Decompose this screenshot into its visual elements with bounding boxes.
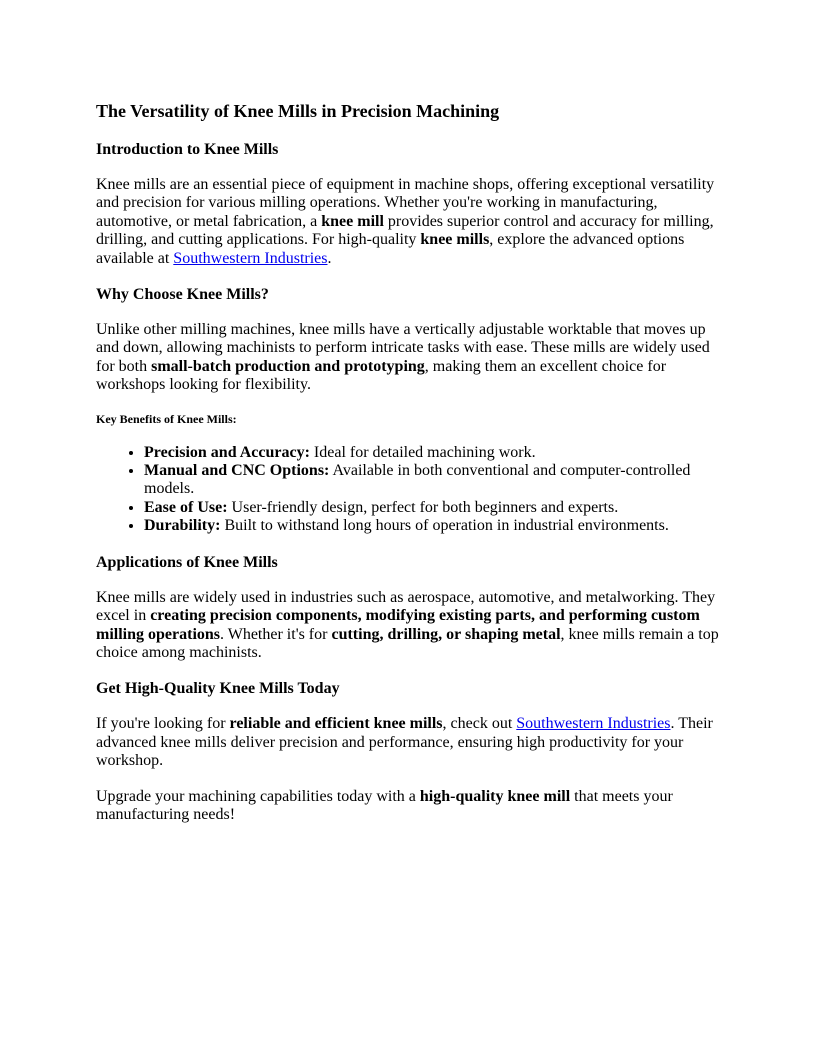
why-choose-paragraph (96, 321, 724, 395)
list-item-label: Manual and CNC Options: (144, 462, 330, 480)
list-item-label: Durability: (144, 517, 221, 535)
text-run: Upgrade your machining capabilities today with a (96, 787, 420, 805)
text-run: , knee mills remain a top choice among machinists. (96, 625, 719, 661)
southwestern-industries-link[interactable]: Southwestern Industries (516, 715, 671, 733)
list-item-text: User-friendly design, perfect for both beginners and experts. (227, 498, 619, 516)
section-heading-get-high-quality: Get High-Quality Knee Mills Today (96, 680, 340, 698)
text-run: , making them an excellent choice for workshops looking for flexibility. (96, 357, 667, 394)
bold-text: high-quality knee mill (419, 787, 571, 805)
text-run: that meets your manufacturing needs! (96, 787, 673, 823)
text-run: If you're looking for (96, 715, 230, 733)
bold-text: knee mill (321, 212, 384, 230)
list-item (144, 444, 724, 462)
section-heading-introduction: Introduction to Knee Mills (96, 141, 279, 158)
text-run: Knee mills are an essential piece of equipment in machine shops, offering exceptional versatility and precision for various milling operations. Whether you're working in manufacturing, automotive, or metal fabrication, a (96, 176, 715, 230)
text-run: Unlike other milling machines, knee mills have a vertically adjustable worktable that moves up and down, allowing machinists to perform intricate tasks with ease. These mills are widely used for both (96, 321, 710, 375)
text-run: Knee mills are widely used in industries such as aerospace, automotive, and metalworking. They excel in (96, 588, 716, 625)
list-item (144, 462, 724, 499)
section-heading-applications: Applications of Knee Mills (96, 553, 278, 571)
introduction-paragraph (96, 176, 724, 268)
text-run: . Their advanced knee mills deliver precision and performance, ensuring high productivity for your workshop. (96, 715, 713, 770)
list-item-text: Built to withstand long hours of operation in industrial environments. (220, 517, 669, 535)
upgrade-paragraph (96, 788, 724, 825)
bold-text: creating precision components, modifying existing parts, and performing custom milling operations (96, 607, 700, 643)
text-run: , check out (442, 715, 517, 733)
text-run: . Whether it's for (220, 625, 332, 643)
bold-text: small-batch production and prototyping (151, 357, 425, 375)
bold-text: reliable and efficient knee mills (229, 715, 443, 733)
section-heading-why-choose: Why Choose Knee Mills? (96, 286, 269, 304)
list-item-label: Ease of Use: (144, 498, 228, 516)
southwestern-industries-link[interactable]: Southwestern Industries (173, 249, 328, 267)
list-item-text: Ideal for detailed machining work. (309, 443, 536, 461)
bold-text: cutting, drilling, or shaping metal (331, 625, 561, 643)
document-page (96, 96, 724, 824)
list-item (144, 517, 724, 535)
text-run: provides superior control and accuracy for milling, drilling, and cutting applications. For high-quality (96, 212, 714, 249)
document-title: The Versatility of Knee Mills in Precision Machining (96, 101, 500, 121)
get-paragraph (96, 715, 724, 770)
list-item-text: Available in both conventional and computer-controlled models. (144, 462, 691, 498)
benefits-list (96, 444, 724, 536)
bold-text: knee mills (420, 231, 490, 249)
applications-paragraph (96, 589, 724, 663)
text-run: , explore the advanced options available at (96, 231, 685, 267)
text-run: . (327, 249, 332, 267)
list-item (144, 499, 724, 517)
benefits-heading: Key Benefits of Knee Mills: (96, 411, 237, 426)
list-item-label: Precision and Accuracy: (144, 443, 310, 461)
